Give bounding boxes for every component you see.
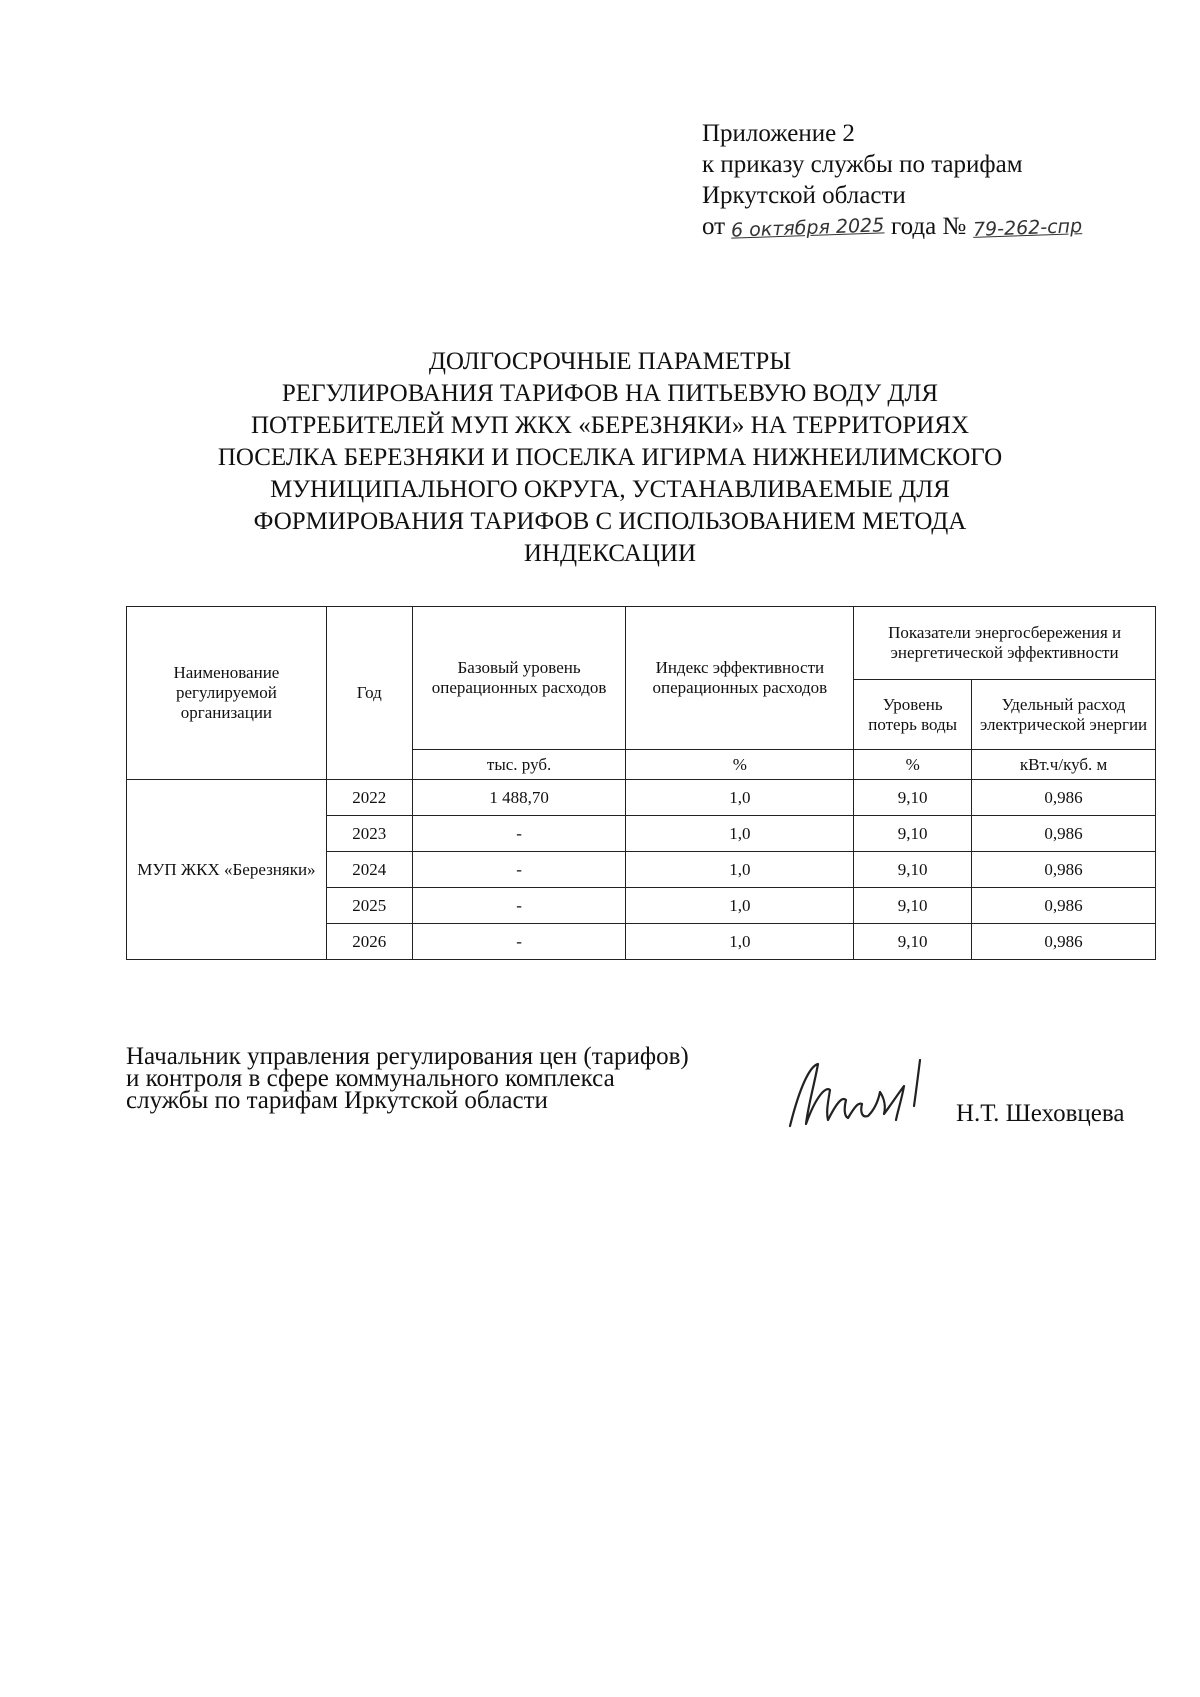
header-year: Год xyxy=(326,607,412,780)
header-power-consumption: Удельный расход электрической энергии xyxy=(972,680,1156,750)
appendix-line-2: к приказу службы по тарифам xyxy=(702,151,1023,178)
document-title xyxy=(200,346,1020,570)
header-energy-group: Показатели энергосбережения и энергетической эффективности xyxy=(854,607,1156,680)
date-suffix: года № xyxy=(890,213,967,240)
title-line-4: ПОСЕЛКА БЕРЕЗНЯКИ И ПОСЕЛКА ИГИРМА НИЖНЕИЛИМСКОГО xyxy=(217,444,1003,471)
signature-line-1: Начальник управления регулирования цен (тарифов) xyxy=(126,1043,689,1070)
unit-power: кВт.ч/куб. м xyxy=(972,750,1156,780)
header-base-opex: Базовый уровень операционных расходов xyxy=(412,607,626,750)
cell-losses: 9,10 xyxy=(854,852,972,888)
org-name-cell: МУП ЖКХ «Березняки» xyxy=(127,780,327,960)
cell-base: - xyxy=(412,852,626,888)
date-prefix: от xyxy=(702,213,726,240)
title-line-7: ИНДЕКСАЦИИ xyxy=(523,540,697,567)
title-line-5: МУНИЦИПАЛЬНОГО ОКРУГА, УСТАНАВЛИВАЕМЫЕ ДЛЯ xyxy=(270,476,950,503)
appendix-block xyxy=(702,118,1082,244)
cell-base: - xyxy=(412,816,626,852)
cell-index: 1,0 xyxy=(626,852,854,888)
cell-year: 2025 xyxy=(326,888,412,924)
cell-index: 1,0 xyxy=(626,780,854,816)
cell-base: 1 488,70 xyxy=(412,780,626,816)
cell-losses: 9,10 xyxy=(854,816,972,852)
cell-year: 2026 xyxy=(326,924,412,960)
appendix-line-3: Иркутской области xyxy=(702,182,906,209)
handwritten-signature-icon xyxy=(770,1046,970,1136)
cell-losses: 9,10 xyxy=(854,924,972,960)
cell-power: 0,986 xyxy=(972,924,1156,960)
title-line-3: ПОТРЕБИТЕЛЕЙ МУП ЖКХ «БЕРЕЗНЯКИ» НА ТЕРРИТОРИЯХ xyxy=(250,412,970,439)
cell-year: 2022 xyxy=(326,780,412,816)
cell-losses: 9,10 xyxy=(854,780,972,816)
unit-index: % xyxy=(626,750,854,780)
cell-index: 1,0 xyxy=(626,816,854,852)
cell-power: 0,986 xyxy=(972,888,1156,924)
cell-losses: 9,10 xyxy=(854,888,972,924)
header-row-1 xyxy=(127,607,1156,680)
cell-index: 1,0 xyxy=(626,924,854,960)
appendix-date-line xyxy=(702,211,1082,244)
parameters-table xyxy=(126,606,1156,960)
header-water-losses: Уровень потерь воды xyxy=(854,680,972,750)
table-row xyxy=(127,780,1156,816)
handwritten-order-number: 79-262-спр xyxy=(972,215,1082,241)
cell-index: 1,0 xyxy=(626,888,854,924)
cell-base: - xyxy=(412,924,626,960)
cell-year: 2023 xyxy=(326,816,412,852)
cell-year: 2024 xyxy=(326,852,412,888)
signature-line-3: службы по тарифам Иркутской области xyxy=(126,1087,548,1114)
handwritten-date: 6 октября 2025 xyxy=(731,214,886,242)
unit-losses: % xyxy=(854,750,972,780)
cell-power: 0,986 xyxy=(972,852,1156,888)
header-org: Наименование регулируемой организации xyxy=(127,607,327,780)
cell-base: - xyxy=(412,888,626,924)
signature-block xyxy=(126,1043,689,1114)
signature-line-2: и контроля в сфере коммунального комплекса xyxy=(126,1065,615,1092)
cell-power: 0,986 xyxy=(972,780,1156,816)
title-line-1: ДОЛГОСРОЧНЫЕ ПАРАМЕТРЫ xyxy=(428,348,792,375)
header-efficiency-index: Индекс эффективности операционных расходов xyxy=(626,607,854,750)
appendix-line-1: Приложение 2 xyxy=(702,120,855,147)
signatory-name: Н.Т. Шеховцева xyxy=(956,1100,1125,1127)
title-line-2: РЕГУЛИРОВАНИЯ ТАРИФОВ НА ПИТЬЕВУЮ ВОДУ ДЛЯ xyxy=(281,380,939,407)
cell-power: 0,986 xyxy=(972,816,1156,852)
unit-base: тыс. руб. xyxy=(412,750,626,780)
title-line-6: ФОРМИРОВАНИЯ ТАРИФОВ С ИСПОЛЬЗОВАНИЕМ МЕТОДА xyxy=(253,508,967,535)
